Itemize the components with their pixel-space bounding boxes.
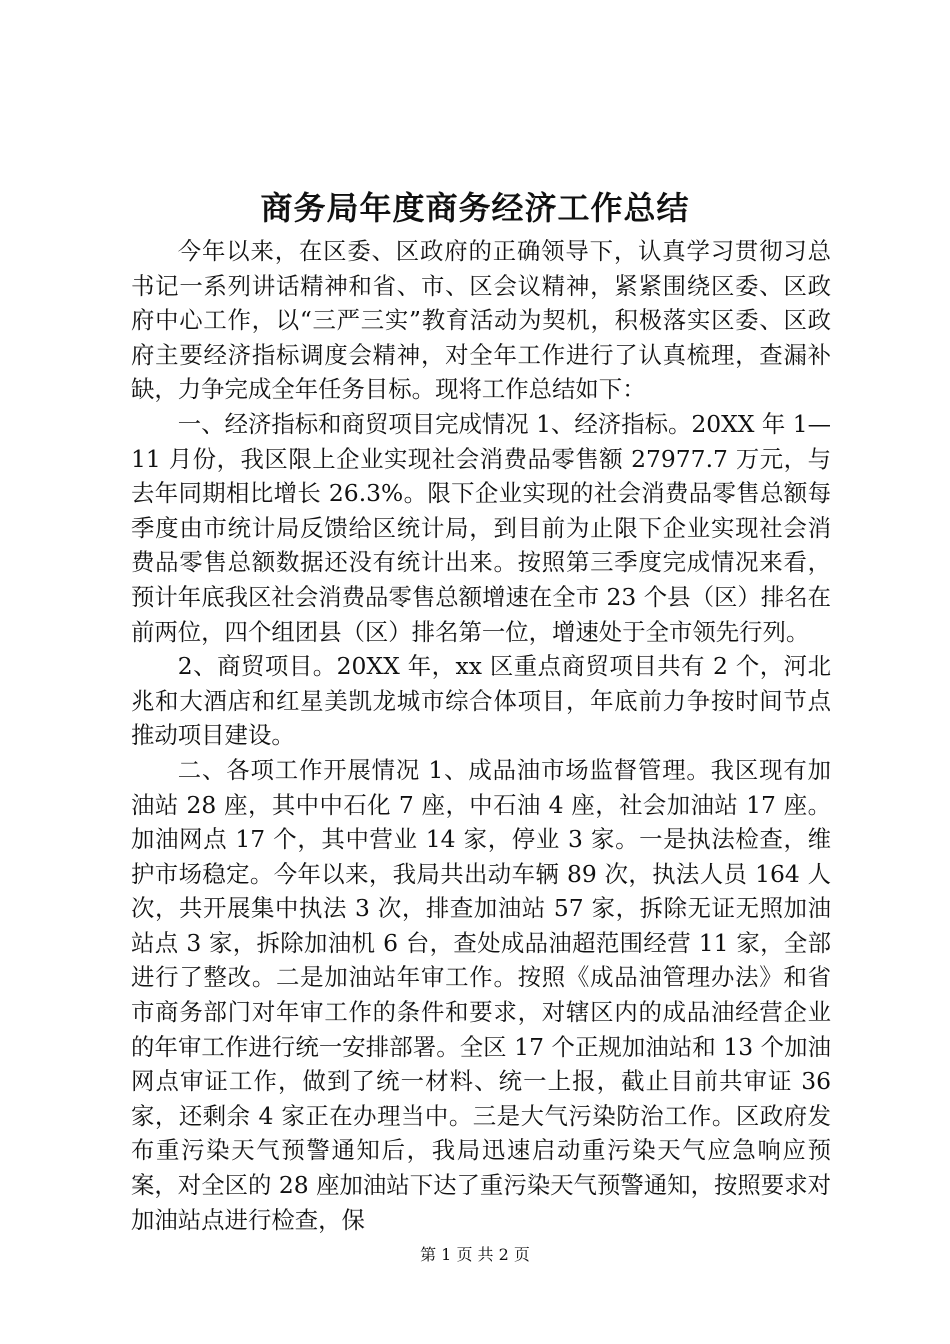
document-title: 商务局年度商务经济工作总结 [260,189,690,227]
paragraph-economic-indicators: 一、经济指标和商贸项目完成情况 1、经济指标。20XX 年 1—11 月份，我区限上企业实现社会消费品零售额 27977.7 万元，与去年同期相比增长 26.3%。限下企业实现的社会消费品零售总额每季度由市统计局反馈给区统计局，到目前为止限下企业实现社会消费品零售总额数据还没有统计出来。按照第三季度完成情况来看，预计年底我区社会消费品零售总额增速在全市 23 个县（区）排名在前两位，四个组团县（区）排名第一位，增速处于全市领先行列。 [131,409,831,646]
document-body [131,234,831,1237]
paragraph-intro: 今年以来，在区委、区政府的正确领导下，认真学习贯彻习总书记一系列讲话精神和省、市、区会议精神，紧紧围绕区委、区政府中心工作，以“三严三实”教育活动为契机，积极落实区委、区政府主要经济指标调度会精神，对全年工作进行了认真梳理，查漏补缺，力争完成全年任务目标。现将工作总结如下： [131,237,831,404]
page-footer: 第 1 页 共 2 页 [420,1245,530,1264]
paragraph-commerce-projects: 2、商贸项目。20XX 年，xx 区重点商贸项目共有 2 个，河北兆和大酒店和红星美凯龙城市综合体项目，年底前力争按时间节点推动项目建设。 [131,652,831,750]
paragraph-work-progress: 二、各项工作开展情况 1、成品油市场监督管理。我区现有加油站 28 座，其中中石化 7 座，中石油 4 座，社会加油站 17 座。加油网点 17 个，其中营业 14 家，停业 3 家。一是执法检查，维护市场稳定。今年以来，我局共出动车辆 89 次，执法人员 164 人次，共开展集中执法 3 次，排查加油站 57 家，拆除无证无照加油站点 3 家，拆除加油机 6 台，查处成品油超范围经营 11 家，全部进行了整改。二是加油站年审工作。按照《成品油管理办法》和省市商务部门对年审工作的条件和要求，对辖区内的成品油经营企业的年审工作进行统一安排部署。全区 17 个正规加油站和 13 个加油网点审证工作，做到了统一材料、统一上报，截止目前共审证 36 家，还剩余 4 家正在办理当中。三是大气污染防治工作。区政府发布重污染天气预警通知后，我局迅速启动重污染天气应急响应预案，对全区的 28 座加油站下达了重污染天气预警通知，按照要求对加油站点进行检查，保 [131,755,831,1234]
